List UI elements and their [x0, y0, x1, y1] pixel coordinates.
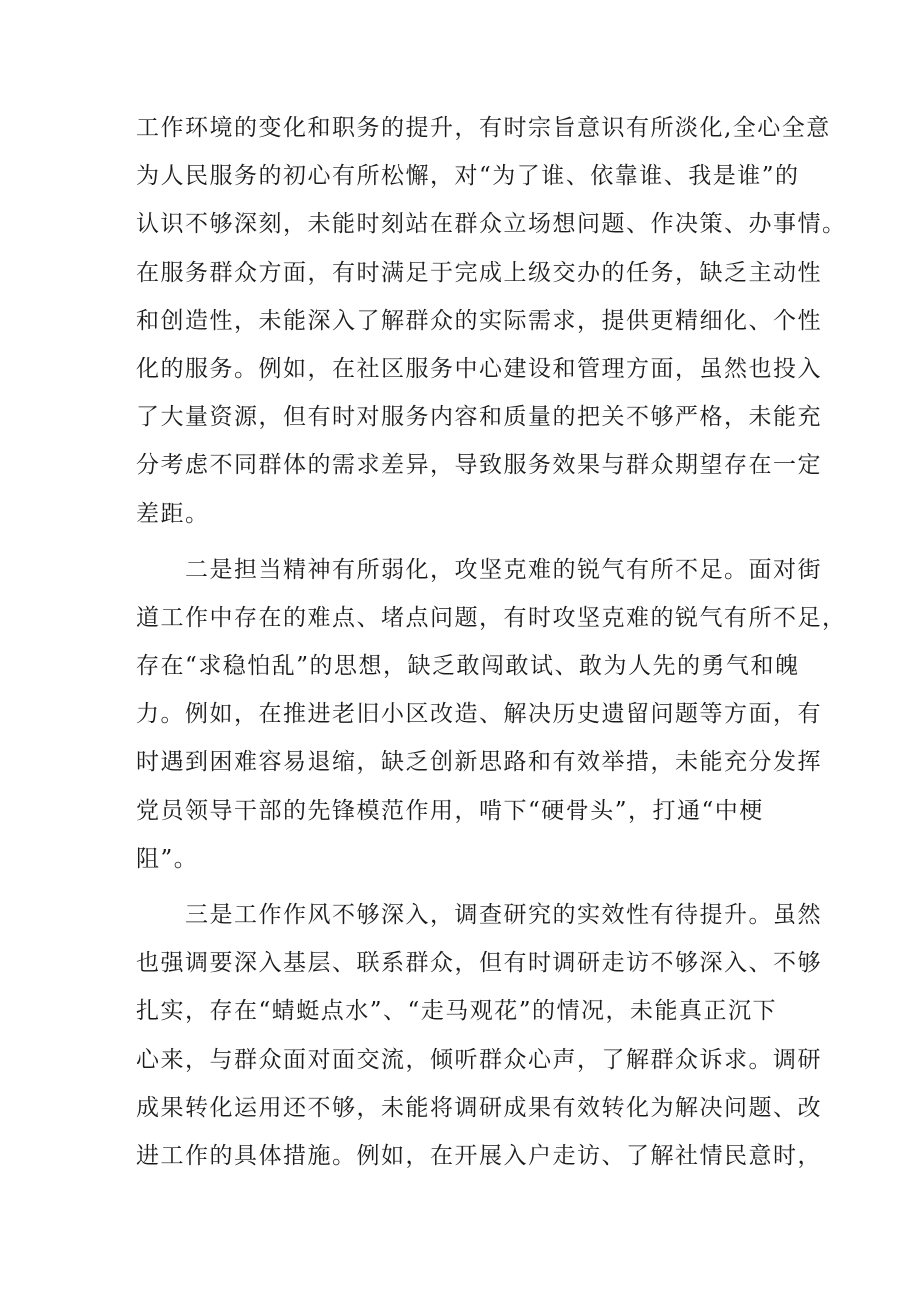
document-body	[136, 104, 847, 1180]
text-line: 时遇到困难容易退缩，缺乏创新思路和有效举措，未能充分发挥	[136, 749, 822, 776]
paragraph-spacer	[136, 883, 796, 891]
text-line: 差距。	[136, 500, 210, 527]
text-line: 存在“求稳怕乱”的思想，缺乏敢闯敢试、敢为人先的勇气和魄	[136, 653, 800, 680]
text-line: 党员领导干部的先锋模范作用，啃下“硬骨头”，打通“中梗	[136, 797, 764, 824]
text-line-first: 二是担当精神有所弱化，攻坚克难的锐气有所不足。面对街	[185, 556, 822, 583]
text-line: 也强调要深入基层、联系群众，但有时调研走访不够深入、不够	[136, 950, 822, 977]
text-line-first: 三是工作作风不够深入，调查研究的实效性有待提升。虽然	[185, 902, 822, 928]
text-line: 成果转化运用还不够，未能将调研成果有效转化为解决问题、改	[136, 1094, 822, 1121]
text-line: 分考虑不同群体的需求差异，导致服务效果与群众期望存在一定	[136, 452, 822, 479]
paragraph-spacer	[136, 538, 796, 546]
text-line: 和创造性，未能深入了解群众的实际需求，提供更精细化、个性	[136, 307, 822, 334]
text-line: 为人民服务的初心有所松懈，对“为了谁、依靠谁、我是谁”的	[136, 163, 800, 190]
text-line: 进工作的具体措施。例如，在开展入户走访、了解社情民意时，	[136, 1142, 822, 1169]
text-line: 扎实，存在“蜻蜓点水”、“走马观花”的情况，未能真正沉下	[136, 998, 778, 1025]
paragraph-2	[136, 546, 847, 883]
text-line: 道工作中存在的难点、堵点问题，有时攻坚克难的锐气有所不足，	[136, 604, 847, 631]
paragraph-1	[136, 104, 847, 538]
text-line: 阻”。	[136, 845, 199, 872]
text-line: 了大量资源，但有时对服务内容和质量的把关不够严格，未能充	[136, 404, 822, 431]
text-line: 力。例如，在推进老旧小区改造、解决历史遗留问题等方面，有	[136, 701, 822, 728]
text-line: 认识不够深刻，未能时刻站在群众立场想问题、作决策、办事情。	[136, 211, 847, 238]
text-line: 工作环境的变化和职务的提升，有时宗旨意识有所淡化,全心全意	[136, 115, 831, 141]
text-line: 心来，与群众面对面交流，倾听群众心声，了解群众诉求。调研	[136, 1046, 822, 1073]
text-line: 化的服务。例如，在社区服务中心建设和管理方面，虽然也投入	[136, 355, 822, 382]
text-line: 在服务群众方面，有时满足于完成上级交办的任务，缺乏主动性	[136, 259, 822, 286]
paragraph-3	[136, 891, 822, 1180]
